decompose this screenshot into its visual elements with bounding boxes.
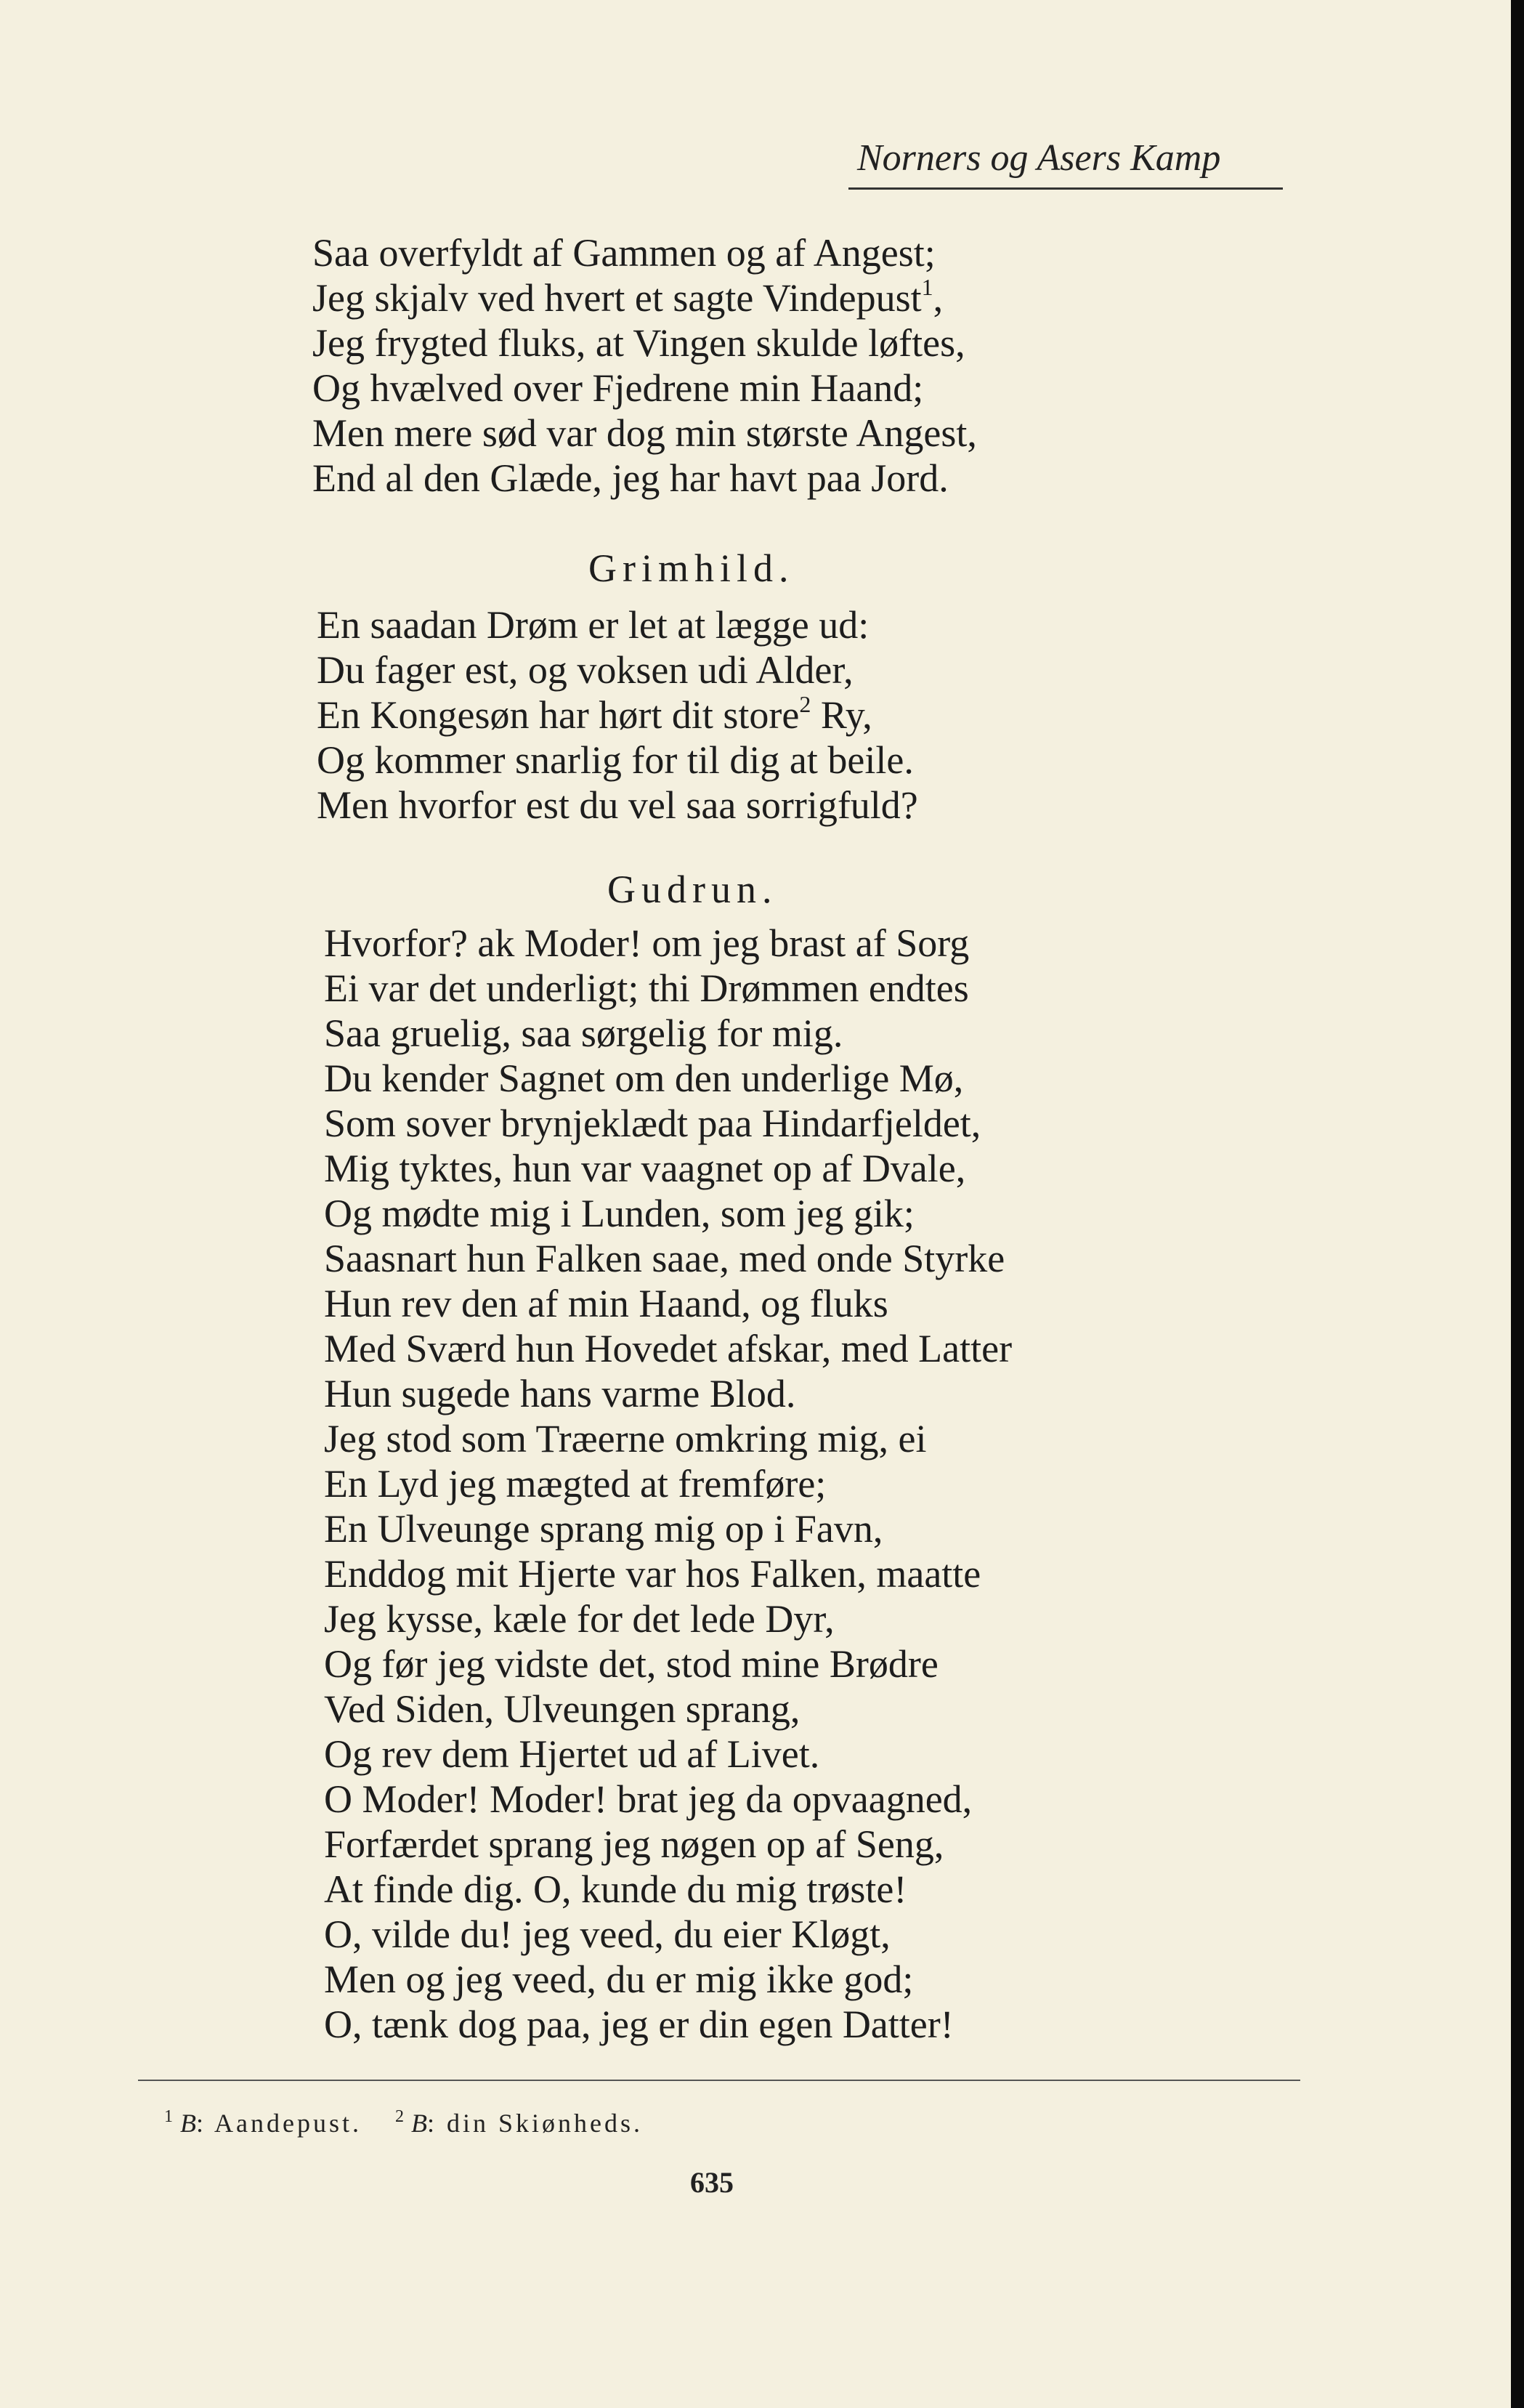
- footnote-text: : din Skiønheds.: [426, 2109, 643, 2138]
- verse-line: O, tænk dog paa, jeg er din egen Datter!: [324, 2003, 954, 2046]
- verse-line: [317, 693, 872, 737]
- verse-line: Med Sværd hun Hovedet afskar, med Latter: [324, 1327, 1013, 1370]
- scan-edge: [1511, 0, 1524, 2408]
- verse-line: Og hvælved over Fjedrene min Haand;: [312, 366, 924, 410]
- verse-line: Hvorfor? ak Moder! om jeg brast af Sorg: [324, 921, 970, 965]
- verse-line: Men mere sød var dog min største Angest,: [312, 411, 977, 455]
- verse-line-text: Jeg skjalv ved hvert et sagte Vindepust: [312, 276, 922, 320]
- verse-line: En Lyd jeg mægted at fremføre;: [324, 1462, 827, 1506]
- verse-line: En saadan Drøm er let at lægge ud:: [317, 603, 870, 647]
- verse-line: Ei var det underligt; thi Drømmen endtes: [324, 966, 969, 1010]
- verse-line: At finde dig. O, kunde du mig trøste!: [324, 1867, 907, 1911]
- verse-line: Saa overfyldt af Gammen og af Angest;: [312, 231, 936, 275]
- verse-line-punct: Ry,: [811, 693, 872, 737]
- verse-line: Jeg frygted fluks, at Vingen skulde løftes,: [312, 321, 965, 365]
- verse-line: Du kender Sagnet om den underlige Mø,: [324, 1056, 964, 1100]
- verse-line: Men og jeg veed, du er mig ikke god;: [324, 1957, 914, 2001]
- running-head: Norners og Asers Kamp: [857, 137, 1221, 179]
- footnote-rule: [138, 2080, 1300, 2081]
- verse-line: En Ulveunge sprang mig op i Favn,: [324, 1507, 883, 1551]
- verse-line: Du fager est, og voksen udi Alder,: [317, 648, 854, 692]
- verse-line: O Moder! Moder! brat jeg da opvaagned,: [324, 1777, 973, 1821]
- verse-line: Jeg stod som Træerne omkring mig, ei: [324, 1417, 927, 1460]
- verse-line: Og rev dem Hjertet ud af Livet.: [324, 1732, 820, 1776]
- verse-line: Som sover brynjeklædt paa Hindarfjeldet,: [324, 1102, 981, 1145]
- verse-line: Jeg kysse, kæle for det lede Dyr,: [324, 1597, 835, 1641]
- verse-line: Saasnart hun Falken saae, med onde Styrke: [324, 1237, 1005, 1280]
- verse-line: O, vilde du! jeg veed, du eier Kløgt,: [324, 1912, 891, 1956]
- verse-line: End al den Glæde, jeg har havt paa Jord.: [312, 456, 949, 500]
- verse-line: Forfærdet sprang jeg nøgen op af Seng,: [324, 1822, 944, 1866]
- verse-line: Mig tyktes, hun var vaagnet op af Dvale,: [324, 1147, 966, 1190]
- footnote-number: 2: [394, 2107, 404, 2126]
- verse-line: Hun sugede hans varme Blod.: [324, 1372, 796, 1415]
- footnote-mark: 1: [921, 274, 933, 300]
- footnote-text: : Aandepust.: [196, 2109, 362, 2138]
- verse-line: Enddog mit Hjerte var hos Falken, maatte: [324, 1552, 981, 1596]
- speaker-name: Grimhild.: [588, 546, 795, 590]
- verse-line: Ved Siden, Ulveungen sprang,: [324, 1687, 800, 1731]
- footnote-source: B: [180, 2109, 196, 2138]
- verse-line: Og mødte mig i Lunden, som jeg gik;: [324, 1192, 915, 1235]
- speaker-name: Gudrun.: [607, 868, 778, 911]
- verse-line: Hun rev den af min Haand, og fluks: [324, 1282, 888, 1325]
- footnote-number: 1: [164, 2107, 173, 2126]
- verse-line: Men hvorfor est du vel saa sorrigfuld?: [317, 783, 918, 827]
- verse-line: Og før jeg vidste det, stod mine Brødre: [324, 1642, 939, 1686]
- verse-line-text: En Kongesøn har hørt dit store: [317, 693, 800, 737]
- verse-line: Saa gruelig, saa sørgelig for mig.: [324, 1011, 843, 1055]
- verse-line: Og kommer snarlig for til dig at beile.: [317, 738, 914, 782]
- footnotes: [164, 2107, 643, 2138]
- verse-line: [312, 276, 943, 320]
- running-head-rule: [848, 187, 1283, 190]
- footnote-mark: 2: [799, 691, 811, 717]
- verse-line-punct: ,: [933, 276, 944, 320]
- footnote-source: B: [410, 2109, 427, 2138]
- page-number: 635: [690, 2166, 734, 2199]
